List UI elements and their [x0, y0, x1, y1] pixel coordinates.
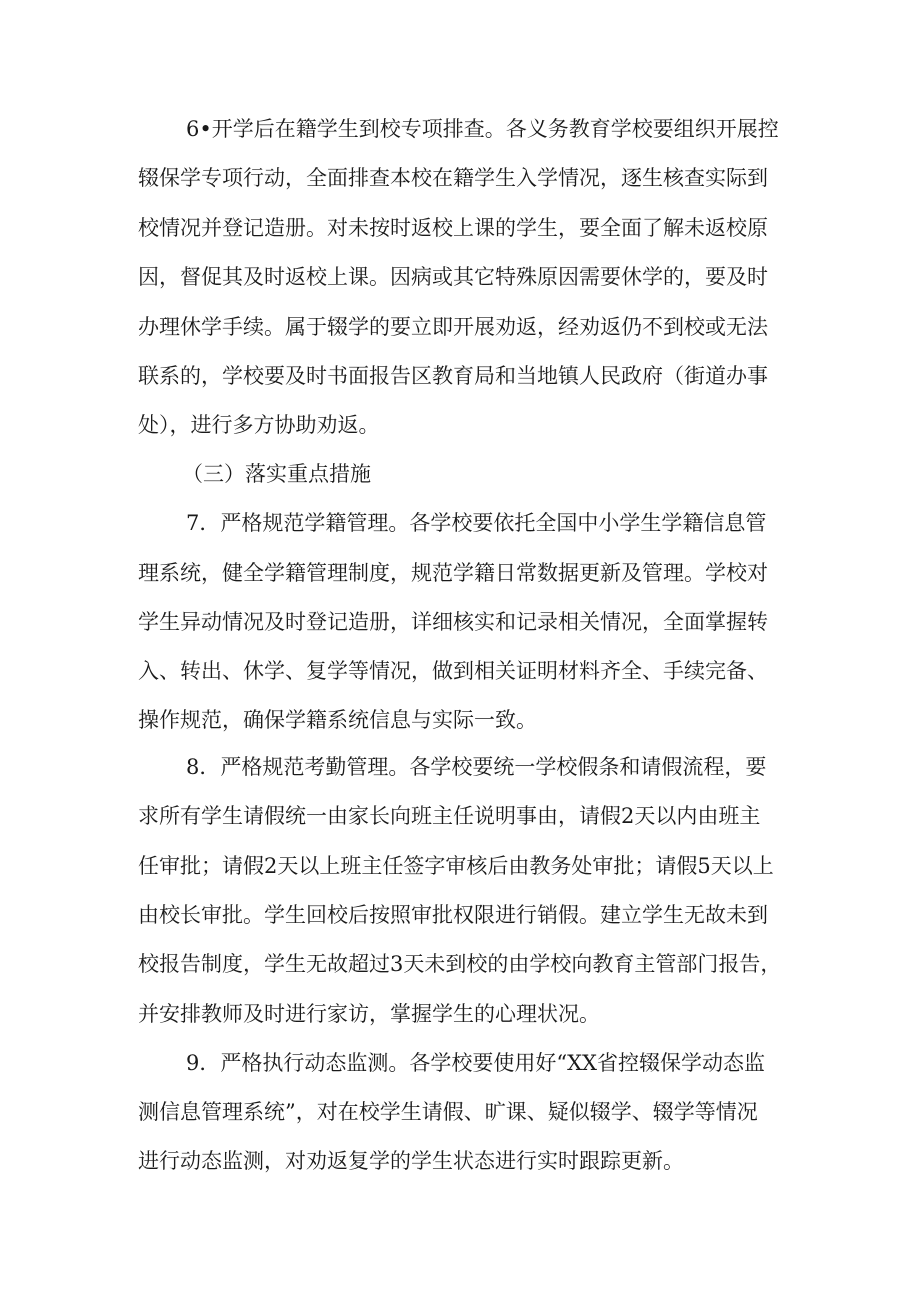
paragraph-6-line-3: 校情况并登记造册。对未按时返校上课的学生，要全面了解未返校原	[138, 216, 768, 240]
paragraph-7-line-5: 操作规范，确保学籍系统信息与实际一致。	[138, 708, 537, 732]
paragraph-6-line-7: 处），进行多方协助劝返。	[138, 413, 380, 437]
paragraph-6-line-4: 因，督促其及时返校上课。因病或其它特殊原因需要休学的，要及时	[138, 265, 768, 289]
paragraph-8-line-1: 8．严格规范考勤管理。各学校要统一学校假条和请假流程，要	[186, 755, 767, 779]
paragraph-9-line-1: 9．严格执行动态监测。各学校要使用好“XX省控辍保学动态监	[186, 1051, 765, 1075]
paragraph-7-line-2: 理系统，健全学籍管理制度，规范学籍日常数据更新及管理。学校对	[138, 561, 768, 585]
paragraph-8-line-5: 校报告制度，学生无故超过3天未到校的由学校向教育主管部门报告，	[138, 952, 782, 976]
paragraph-6-line-5: 办理休学手续。属于辍学的要立即开展劝返，经劝返仍不到校或无法	[138, 315, 768, 339]
paragraph-8-line-4: 由校长审批。学生回校后按照审批权限进行销假。建立学生无故未到	[138, 903, 768, 927]
paragraph-8-line-6: 并安排教师及时进行家访，掌握学生的心理状况。	[138, 1002, 600, 1026]
paragraph-8-line-3: 任审批；请假2天以上班主任签字审核后由教务处审批；请假5天以上	[138, 854, 774, 878]
paragraph-7-line-4: 入、转出、休学、复学等情况，做到相关证明材料齐全、手续完备、	[138, 659, 768, 683]
paragraph-9-line-2: 测信息管理系统”，对在校学生请假、旷课、疑似辍学、辍学等情况	[138, 1100, 758, 1124]
paragraph-7-line-1: 7．严格规范学籍管理。各学校要依托全国中小学生学籍信息管	[186, 511, 767, 535]
paragraph-6-line-1: 6•开学后在籍学生到校专项排查。各义务教育学校要组织开展控	[186, 117, 779, 141]
paragraph-9-line-3: 进行动态监测，对劝返复学的学生状态进行实时跟踪更新。	[138, 1149, 684, 1173]
section-heading: （三）落实重点措施	[182, 462, 371, 486]
paragraph-8-line-2: 求所有学生请假统一由家长向班主任说明事由，请假2天以内由班主	[138, 804, 761, 828]
paragraph-6-line-2: 辍保学专项行动，全面排查本校在籍学生入学情况，逐生核查实际到	[138, 166, 768, 190]
paragraph-6-line-6: 联系的，学校要及时书面报告区教育局和当地镇人民政府（街道办事	[138, 364, 768, 388]
paragraph-7-line-3: 学生异动情况及时登记造册，详细核实和记录相关情况，全面掌握转	[138, 610, 768, 634]
